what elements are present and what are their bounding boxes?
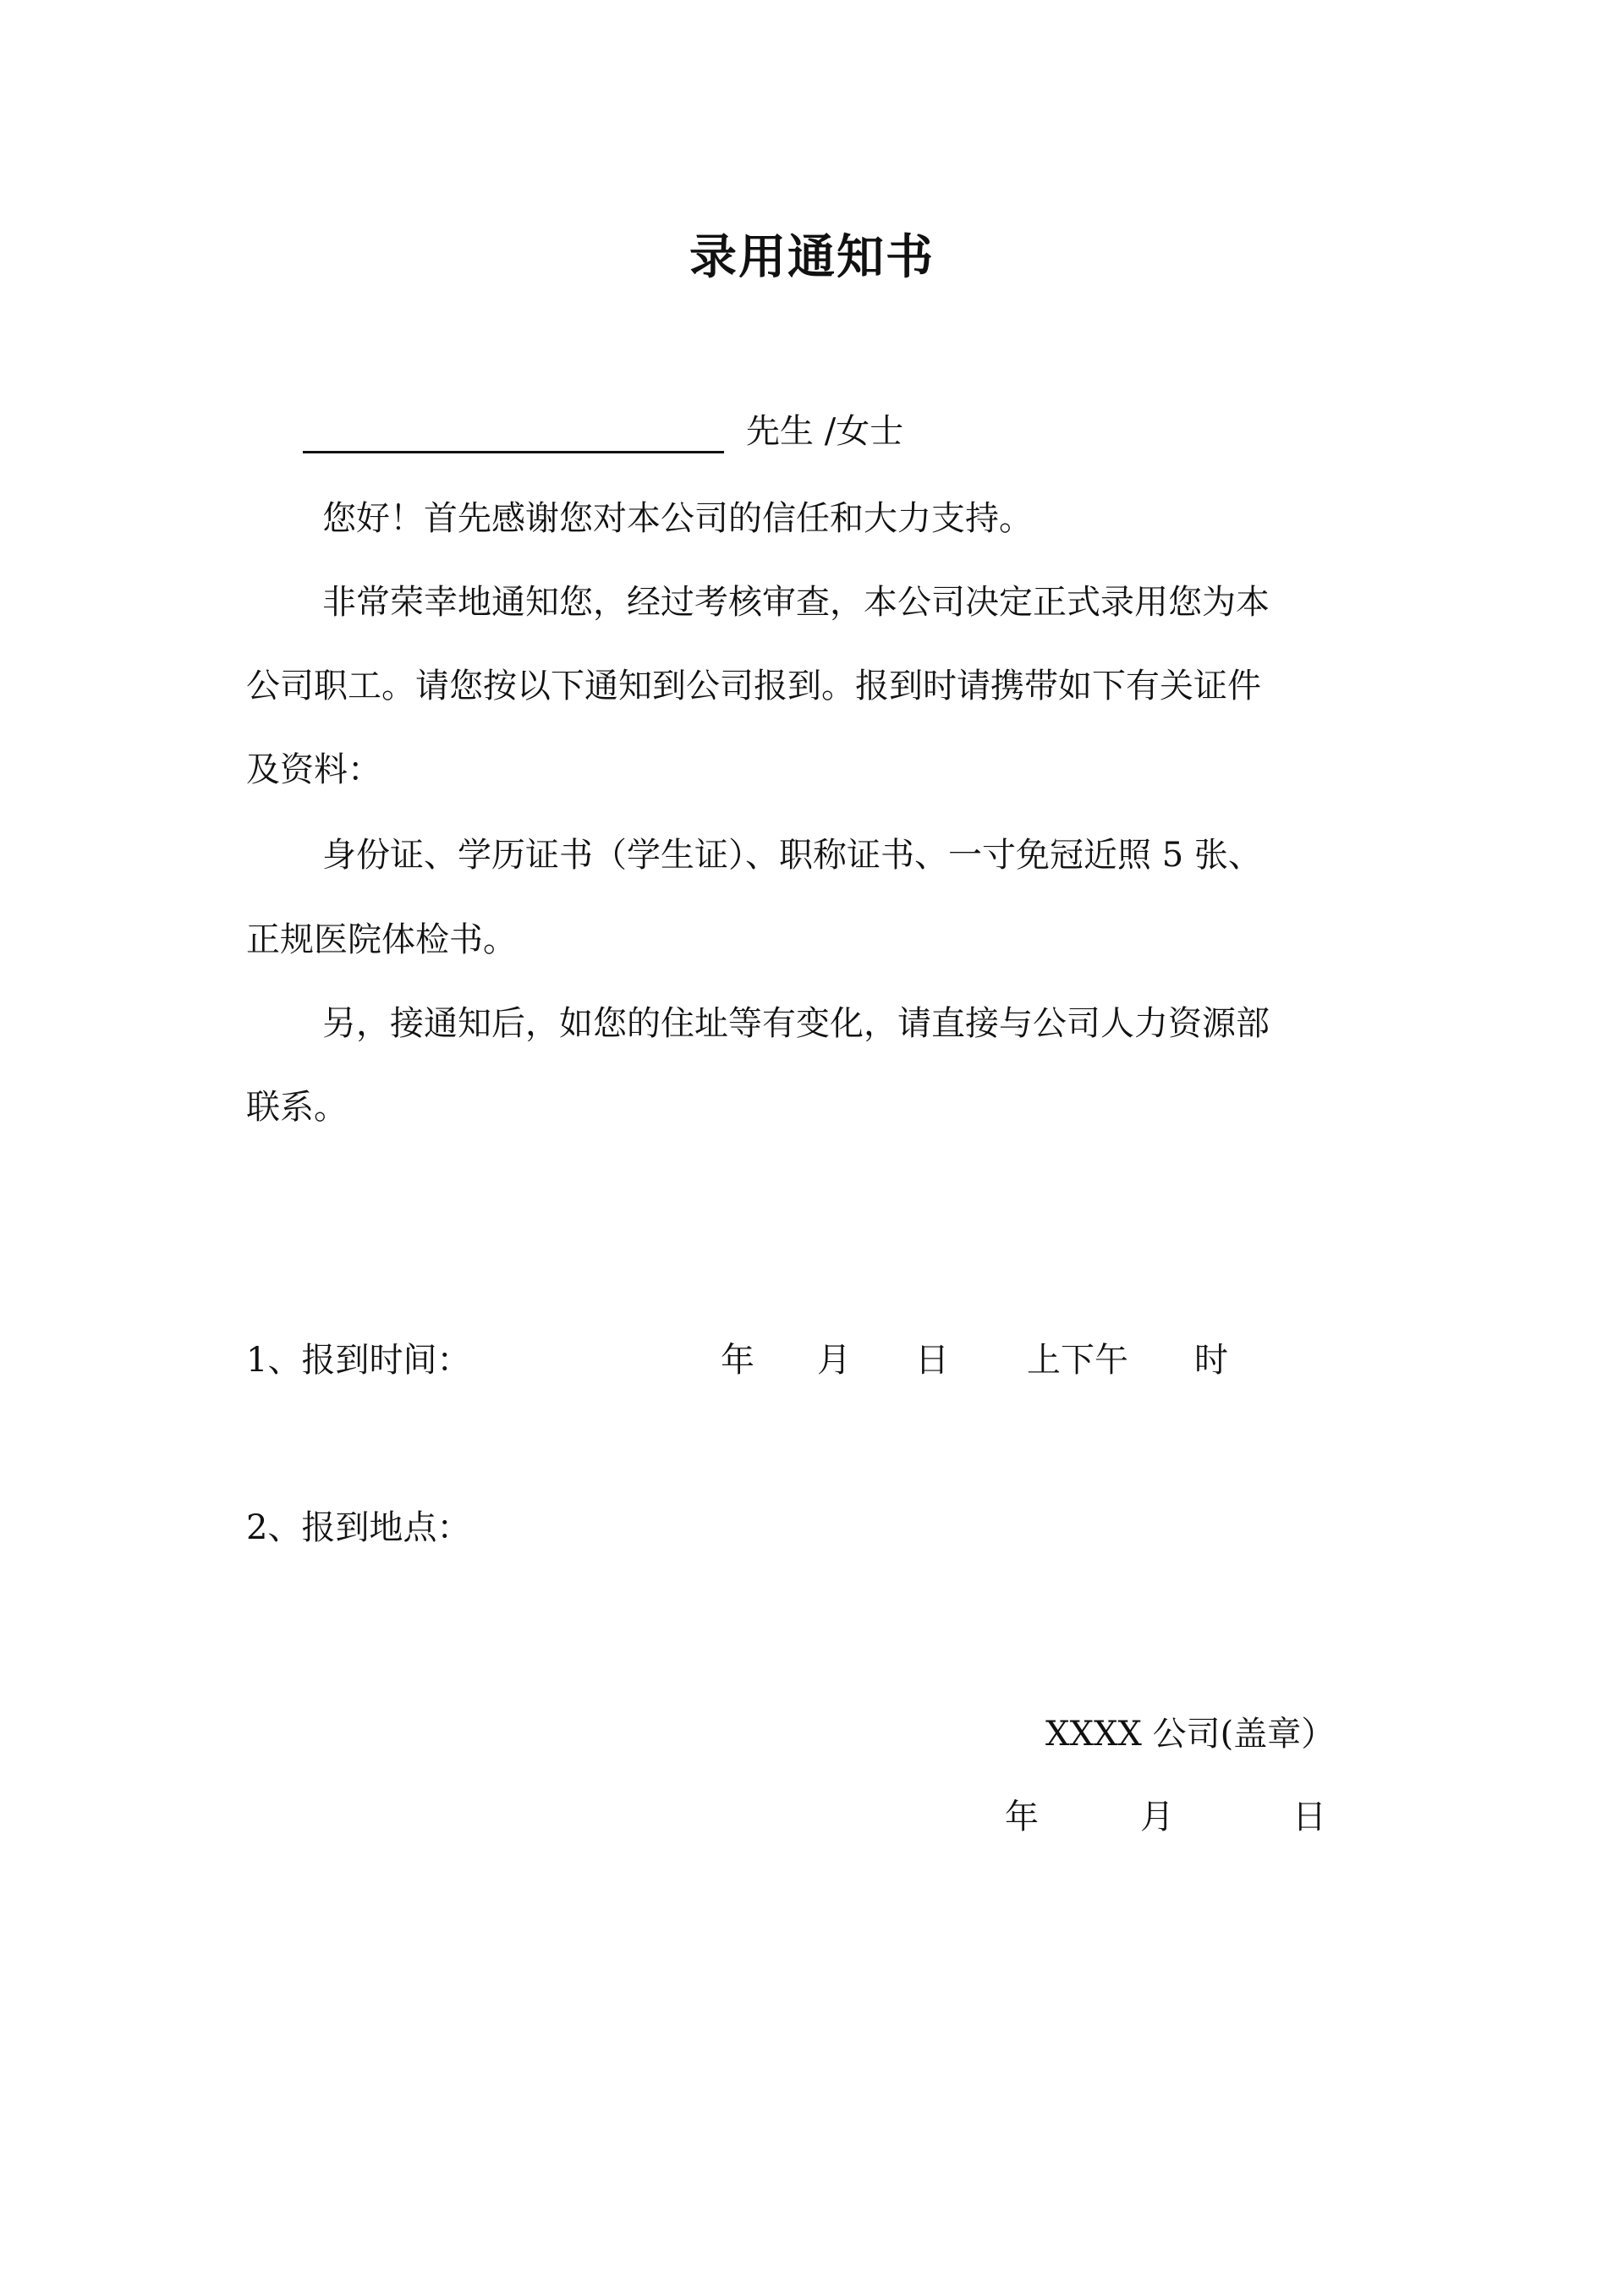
report-time-hour: 时 [1194,1341,1228,1380]
paragraph-greeting: 您好！首先感谢您对本公司的信任和大力支持。 [322,499,1033,538]
signature-date-month: 月 [1140,1798,1174,1837]
paragraph-documents-line-2: 正规医院体检书。 [246,920,517,959]
report-time-row [0,1338,1624,1382]
paragraph-notice-line-2: 公司职工。请您按以下通知到公司报到。报到时请携带如下有关证件 [246,667,1261,706]
signature-date-year: 年 [1005,1798,1039,1837]
report-time-day: 日 [915,1341,949,1380]
report-place-label: 2、报到地点： [246,1508,471,1547]
report-time-ampm: 上下午 [1027,1341,1128,1380]
salutation-suffix: 先生 /女士 [746,412,904,451]
paragraph-notice-line-3: 及资料： [246,750,381,789]
signature-date-row [0,1795,1624,1839]
report-time-month: 月 [817,1341,851,1380]
signature-date-day: 日 [1292,1798,1326,1837]
document-title: 录用通知书 [689,230,935,285]
name-blank-underline [303,415,724,453]
paragraph-contact-line-1: 另，接通知后，如您的住址等有变化，请直接与公司人力资源部 [322,1004,1270,1043]
report-time-label: 1、报到时间： [246,1341,471,1380]
paragraph-notice-line-1: 非常荣幸地通知您，经过考核审查，本公司决定正式录用您为本 [322,583,1270,622]
paragraph-contact-line-2: 联系。 [246,1088,348,1127]
report-time-year: 年 [721,1341,754,1380]
salutation-line [303,409,903,453]
report-place-row [0,1506,1624,1550]
signature-company: XXXX 公司(盖章） [1045,1715,1336,1754]
paragraph-documents-line-1: 身份证、学历证书（学生证）、职称证书、一寸免冠近照 5 张、 [322,836,1262,875]
